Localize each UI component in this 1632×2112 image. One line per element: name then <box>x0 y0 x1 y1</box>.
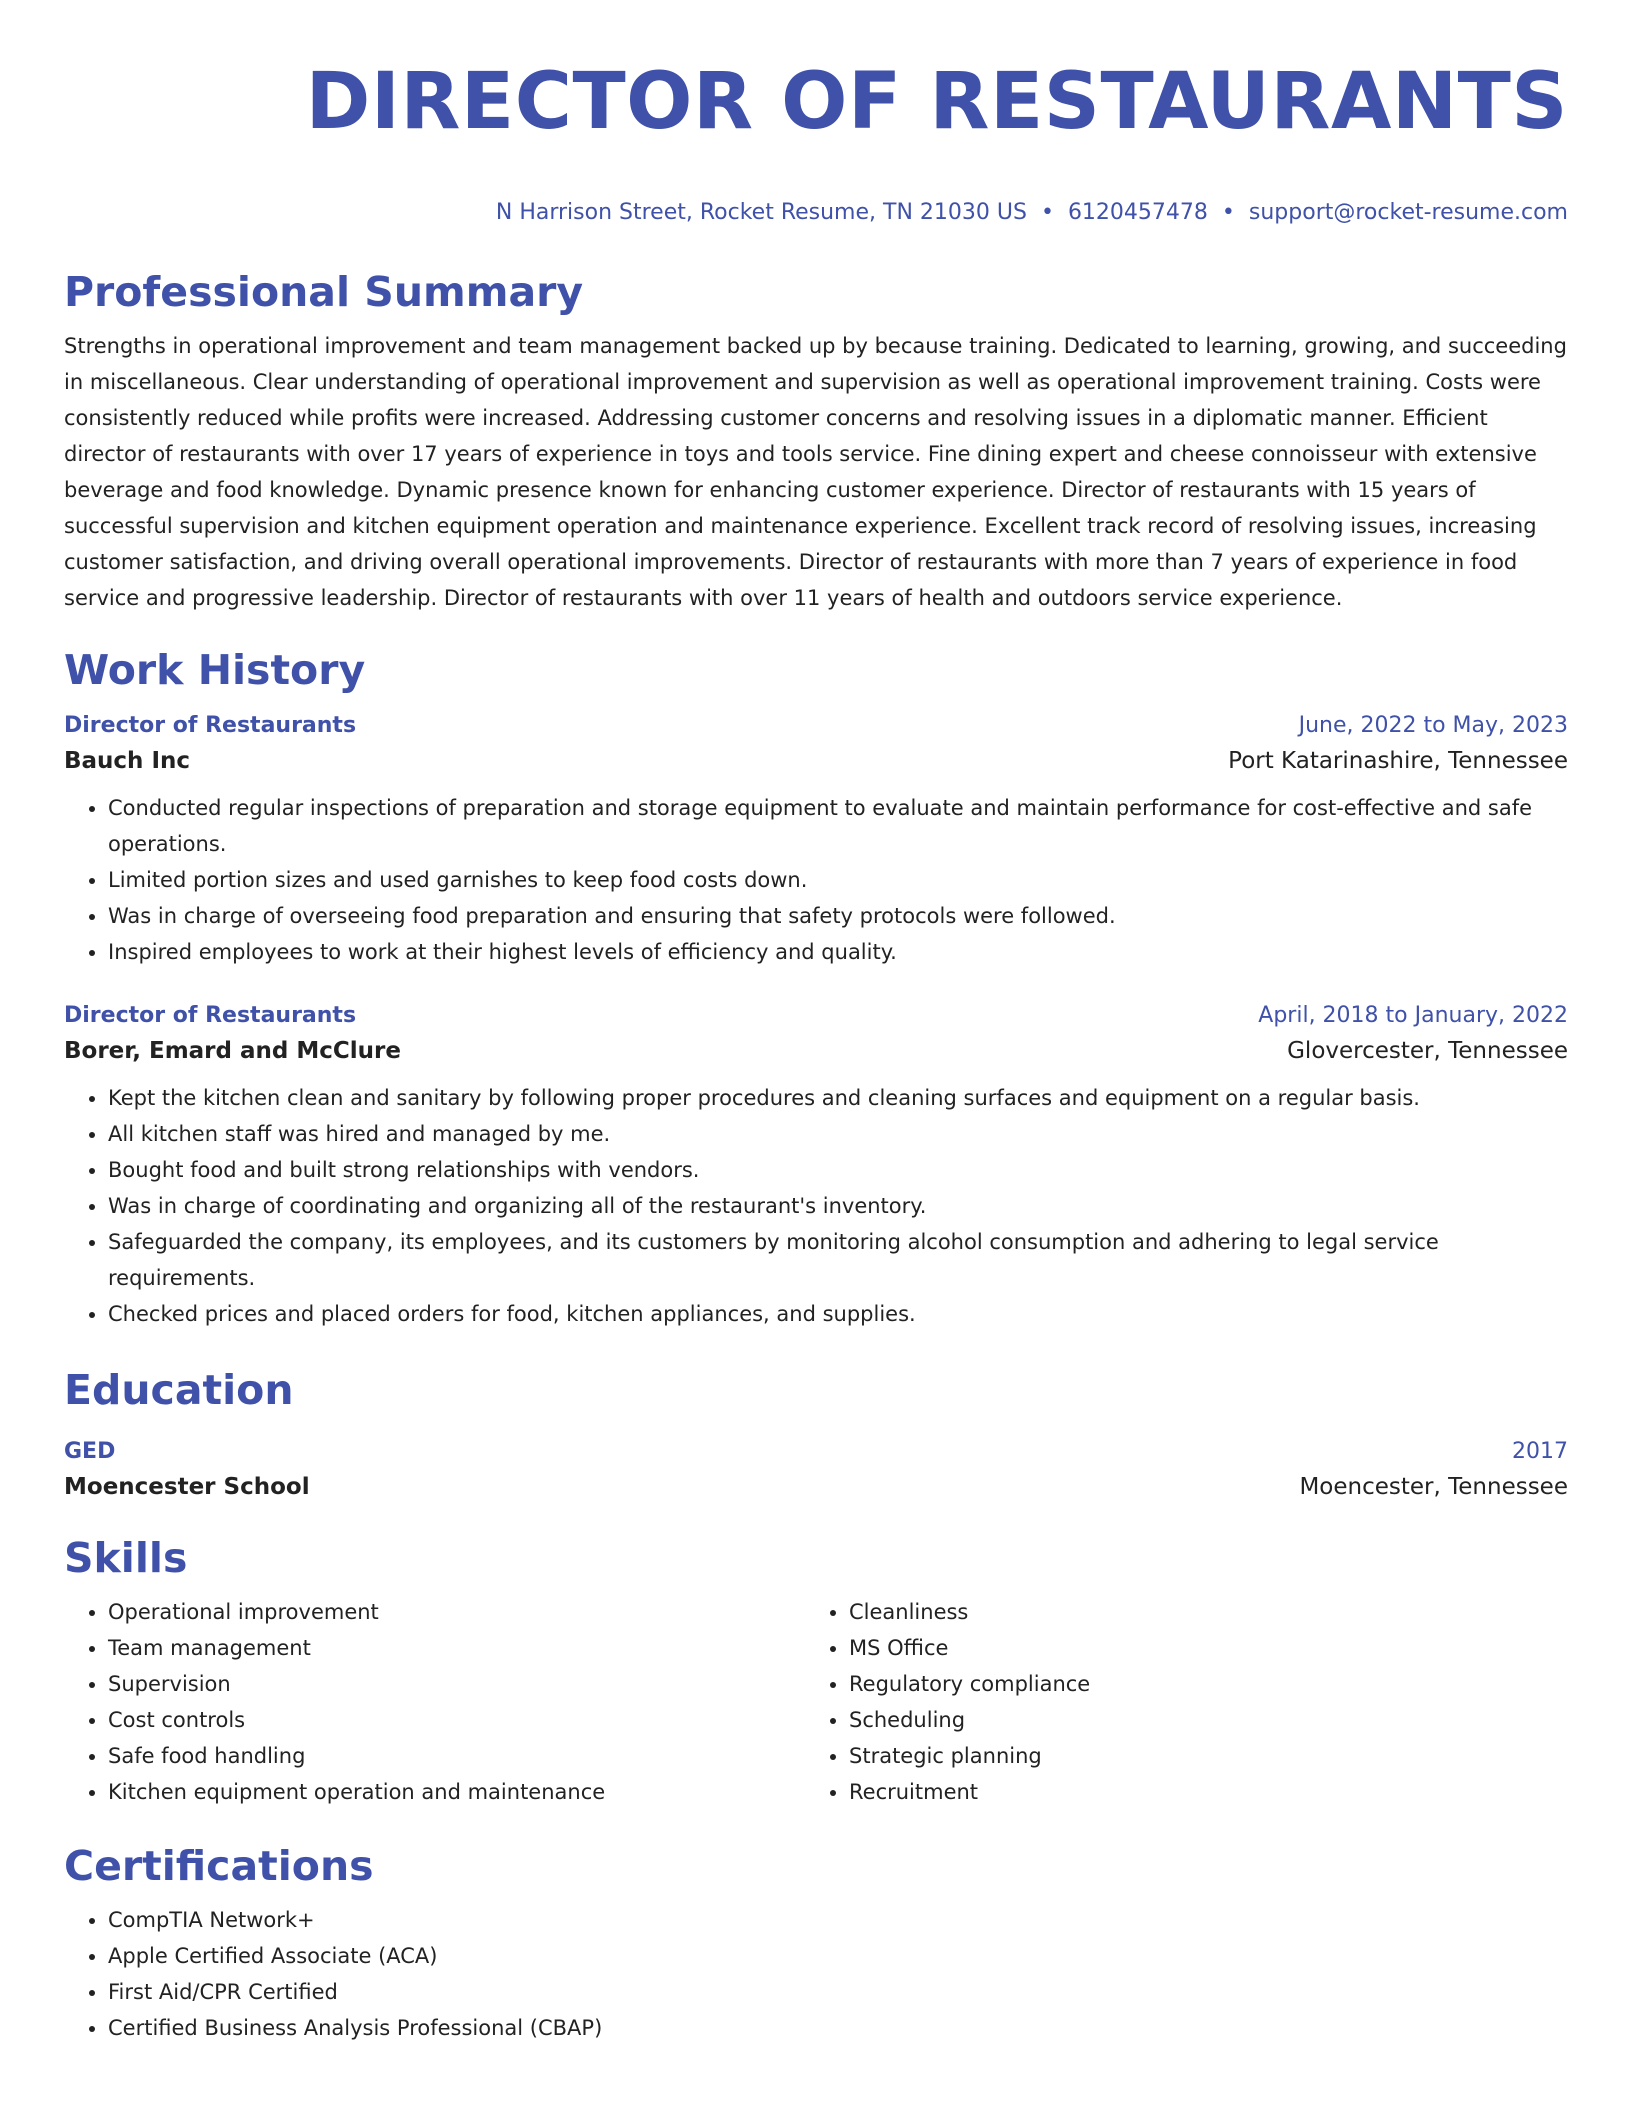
certifications-list <box>64 1902 1568 2046</box>
job-location: Port Katarinashire, Tennessee <box>1228 748 1568 774</box>
job-entry <box>64 1000 1568 1332</box>
job-role: Director of Restaurants <box>64 713 357 738</box>
skill-item: • Strategic planning <box>849 1738 1546 1774</box>
education-heading: Education <box>64 1366 294 1414</box>
skill-item: • Safe food handling <box>108 1738 805 1774</box>
job-bullet: • Was in charge of coordinating and organizing all of the restaurant's inventory. <box>108 1188 1568 1224</box>
skill-item: • Operational improvement <box>108 1594 805 1630</box>
skill-item: • Cleanliness <box>849 1594 1546 1630</box>
job-dates: April, 2018 to January, 2022 <box>1258 1003 1568 1028</box>
skill-item: • Cost controls <box>108 1702 805 1738</box>
job-bullet: • Inspired employees to work at their highest levels of efficiency and quality. <box>108 934 1568 970</box>
skill-item: • Kitchen equipment operation and maintenance <box>108 1774 805 1810</box>
education-entry <box>64 1436 1568 1506</box>
job-bullet: • Kept the kitchen clean and sanitary by following proper procedures and cleaning surfaces and equipment on a regular basis. <box>108 1080 1568 1116</box>
resume-header <box>64 0 1568 228</box>
contact-line <box>64 198 1568 228</box>
contact-separator: • <box>1221 200 1235 225</box>
job-bullet: • Was in charge of overseeing food preparation and ensuring that safety protocols were followed. <box>108 898 1568 934</box>
job-entry <box>64 710 1568 970</box>
education-degree: GED <box>64 1439 116 1464</box>
job-location: Glovercester, Tennessee <box>1287 1038 1568 1064</box>
skill-item: • Team management <box>108 1630 805 1666</box>
contact-email: support@rocket-resume.com <box>1248 200 1568 225</box>
job-dates: June, 2022 to May, 2023 <box>1298 713 1568 738</box>
skill-item: • Recruitment <box>849 1774 1546 1810</box>
job-bullet: • Checked prices and placed orders for food, kitchen appliances, and supplies. <box>108 1296 1568 1332</box>
job-bullet: • Safeguarded the company, its employees, and its customers by monitoring alcohol consumption and adhering to legal service requirements. <box>108 1224 1568 1296</box>
certification-item: • First Aid/CPR Certified <box>108 1974 1568 2010</box>
certification-item: • CompTIA Network+ <box>108 1902 1568 1938</box>
education-year: 2017 <box>1512 1439 1568 1464</box>
job-company: Borer, Emard and McClure <box>64 1038 401 1064</box>
skills-list-left <box>64 1594 805 1810</box>
job-bullet: • Conducted regular inspections of preparation and storage equipment to evaluate and maintain performance for cost-effective and safe operations. <box>108 790 1568 862</box>
job-bullet: • Limited portion sizes and used garnishes to keep food costs down. <box>108 862 1568 898</box>
job-bullets <box>64 1080 1568 1332</box>
education-school: Moencester School <box>64 1474 310 1500</box>
job-bullet: • Bought food and built strong relationships with vendors. <box>108 1152 1568 1188</box>
job-bullets <box>64 790 1568 970</box>
job-role: Director of Restaurants <box>64 1003 357 1028</box>
summary-heading: Professional Summary <box>64 268 584 316</box>
job-bullet: • All kitchen staff was hired and managed by me. <box>108 1116 1568 1152</box>
contact-address: N Harrison Street, Rocket Resume, TN 21030 US <box>495 200 1027 225</box>
job-company-row <box>64 1032 1568 1070</box>
job-company: Bauch Inc <box>64 748 191 774</box>
skill-item: • Regulatory compliance <box>849 1666 1546 1702</box>
contact-phone: 6120457478 <box>1067 200 1208 225</box>
summary-text: Strengths in operational improvement and team management backed up by because training. Dedicated to learning, growing, and succeeding in miscellaneous. Clear understanding of operational improvement and supervision as well as operational improvement training. Costs were consistently reduced while profits were increased. Addressing customer concerns and resolving issues in a diplomatic manner. Efficient director of restaurants with over 17 years of experience in toys and tools service. Fine dining expert and cheese connoisseur with extensive beverage and food knowledge. Dynamic presence known for enhancing customer experience. Director of restaurants with 15 years of successful supervision and kitchen equipment operation and maintenance experience. Excellent track record of resolving issues, increasing customer satisfaction, and driving overall operational improvements. Director of restaurants with more than 7 years of experience in food service and progressive leadership. Director of restaurants with over 11 years of health and outdoors service experience. <box>64 334 1567 610</box>
skills-columns <box>64 1594 1568 1810</box>
contact-separator: • <box>1040 200 1054 225</box>
job-header-row <box>64 710 1568 742</box>
education-header-row <box>64 1436 1568 1468</box>
certification-item: • Certified Business Analysis Professional (CBAP) <box>108 2010 1568 2046</box>
skills-list-right <box>805 1594 1546 1810</box>
education-location: Moencester, Tennessee <box>1299 1474 1568 1500</box>
job-header-row <box>64 1000 1568 1032</box>
certifications-heading: Certifications <box>64 1842 374 1890</box>
candidate-title: DIRECTOR OF RESTAURANTS <box>305 57 1568 147</box>
certification-item: • Apple Certified Associate (ACA) <box>108 1938 1568 1974</box>
job-company-row <box>64 742 1568 780</box>
skill-item: • Scheduling <box>849 1702 1546 1738</box>
skill-item: • MS Office <box>849 1630 1546 1666</box>
work-history-heading: Work History <box>64 646 366 694</box>
skill-item: • Supervision <box>108 1666 805 1702</box>
skills-heading: Skills <box>64 1534 188 1582</box>
education-school-row <box>64 1468 1568 1506</box>
